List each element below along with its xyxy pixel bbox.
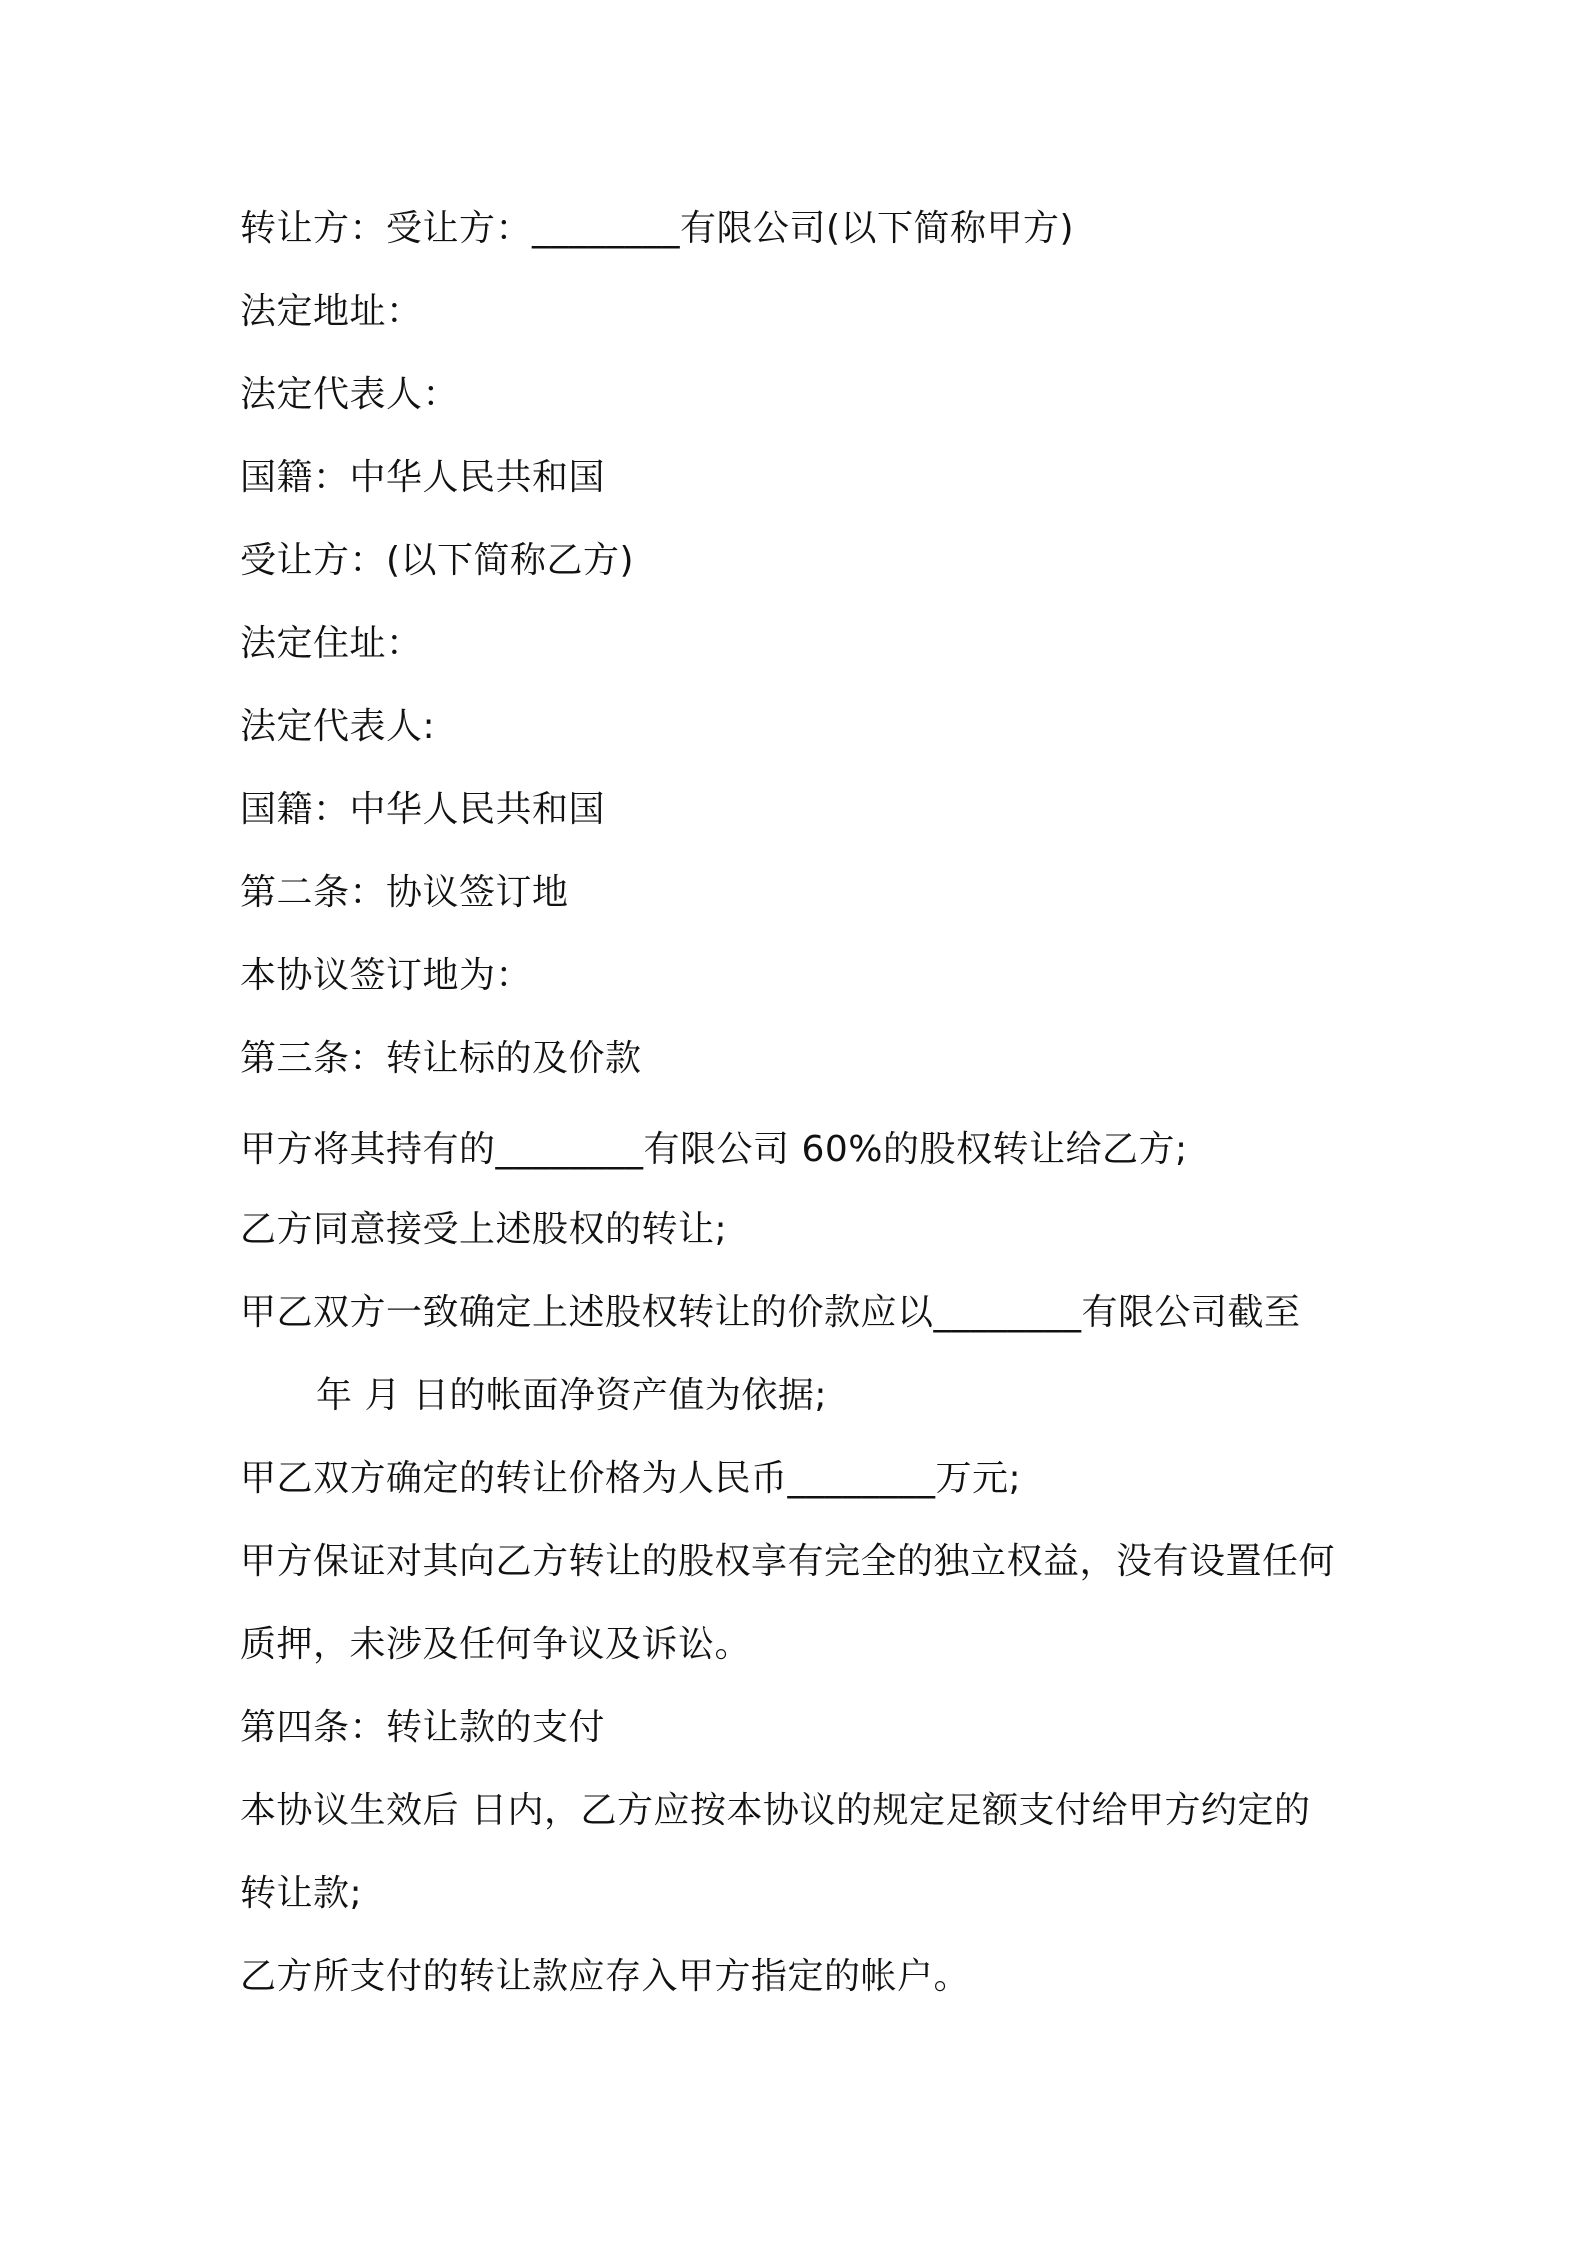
article-two-heading: 第二条：协议签订地 (240, 872, 569, 913)
transfer-price-line: 甲乙双方确定的转让价格为人民币________万元; (240, 1458, 1022, 1499)
payment-account-line: 乙方所支付的转让款应存入甲方指定的帐户。 (240, 1956, 971, 1997)
guarantee-line: 甲方保证对其向乙方转让的股权享有完全的独立权益，没有设置任何 (240, 1541, 1336, 1582)
guarantee-line-cont: 质押，未涉及任何争议及诉讼。 (240, 1624, 752, 1665)
legal-residence-line: 法定住址： (240, 623, 423, 664)
transferor-line: 转让方：受让方：________有限公司(以下简称甲方) (240, 208, 1075, 249)
payment-line: 本协议生效后 日内，乙方应按本协议的规定足额支付给甲方约定的 (240, 1790, 1311, 1831)
legal-representative-line: 法定代表人： (240, 374, 460, 415)
transferee-line: 受让方：(以下简称乙方) (240, 540, 635, 581)
article-four-heading: 第四条：转让款的支付 (240, 1707, 606, 1748)
article-three-heading: 第三条：转让标的及价款 (240, 1038, 642, 1079)
transfer-subject-line: 甲方将其持有的________有限公司 60%的股权转让给乙方; (240, 1129, 1188, 1170)
legal-address-line: 法定地址： (240, 291, 423, 332)
payment-line-cont: 转让款; (240, 1873, 363, 1914)
price-basis-line: 甲乙双方一致确定上述股权转让的价款应以________有限公司截至 (240, 1292, 1301, 1333)
nationality-line: 国籍：中华人民共和国 (240, 457, 606, 498)
acceptance-line: 乙方同意接受上述股权的转让; (240, 1209, 728, 1250)
price-basis-date-line: 年 月 日的帐面净资产值为依据; (316, 1375, 828, 1416)
nationality-line-2: 国籍：中华人民共和国 (240, 789, 606, 830)
legal-representative-line-2: 法定代表人: (240, 706, 436, 747)
signing-place-line: 本协议签订地为： (240, 955, 533, 996)
